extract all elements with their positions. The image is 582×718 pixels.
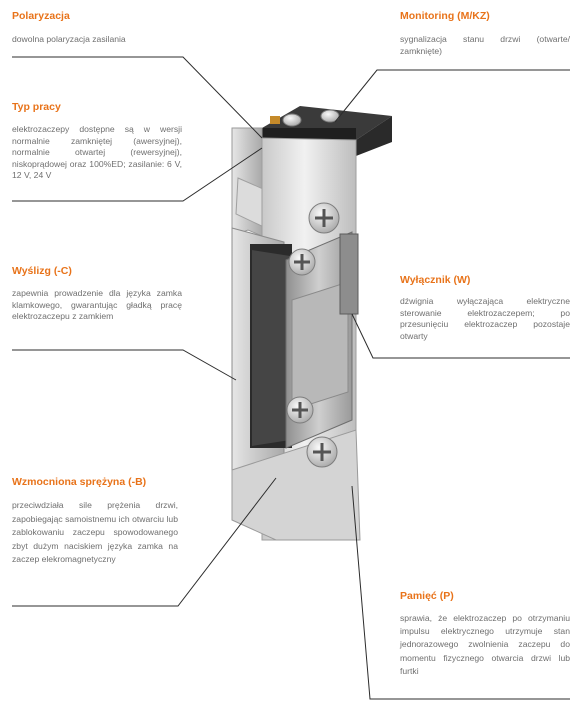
feature-pamiec: [400, 590, 570, 678]
feature-description: przeciwdziała sile prężenia drzwi, zapobiegając samoistnemu ich otwarciu lub zablokowaniu zaczepu spowodowanego zbyt dużym naciskiem języka zamka na zaczep elekromagnetyczny: [12, 500, 178, 565]
feature-title: Wzmocniona sprężyna (-B): [12, 476, 147, 488]
feature-title: Typ pracy: [12, 101, 61, 113]
feature-typ-pracy: [12, 101, 182, 182]
feature-polaryzacja: [12, 10, 182, 46]
feature-description: dźwignia wyłączająca elektryczne sterowanie elektrozaczepem; po przesunięciu elektrozaczep pozostaje otwarty: [400, 296, 570, 341]
feature-wyslizg: [12, 265, 182, 323]
feature-description: dowolna polaryzacja zasilania: [12, 34, 126, 44]
feature-sprezyna: [12, 476, 178, 567]
feature-wylacznik: [400, 274, 570, 342]
feature-title: Polaryzacja: [12, 10, 70, 22]
feature-title: Wyślizg (-C): [12, 265, 72, 277]
feature-description: zapewnia prowadzenie dla języka zamka klamkowego, gwarantując gładką pracę elektrozaczepu z zamkiem: [12, 288, 182, 322]
feature-title: Wyłącznik (W): [400, 274, 471, 286]
feature-title: Monitoring (M/KZ): [400, 10, 490, 22]
feature-description: sprawia, że elektrozaczep po otrzymaniu impulsu elektrycznego utrzymuje stan jednorazowego zwolnienia zaczepu do momentu fizycznego otwarcia drzwi lub furtki: [400, 613, 570, 676]
feature-description: elektrozaczepy dostępne są w wersji normalnie zamkniętej (awersyjnej), normalnie otwartej (rewersyjnej), niskoprądowej oraz 100%ED; zasilanie: 6 V, 12 V, 24 V: [12, 124, 182, 181]
screw-icon: [307, 437, 337, 467]
feature-monitoring: [400, 10, 570, 57]
screw-icon: [287, 397, 313, 423]
screw-icon: [309, 203, 339, 233]
screw-icon: [289, 249, 315, 275]
feature-title: Pamięć (P): [400, 590, 454, 602]
feature-description: sygnalizacja stanu drzwi (otwarte/ zamknięte): [400, 34, 570, 56]
